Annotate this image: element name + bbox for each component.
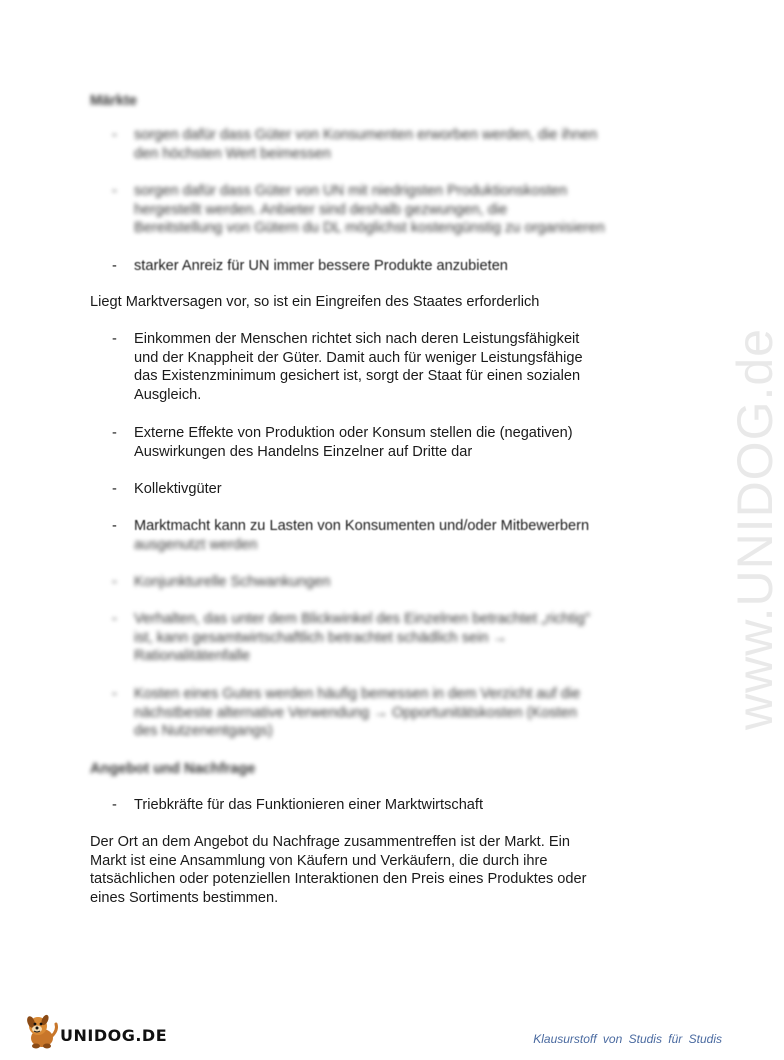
paragraph-markt: Der Ort an dem Angebot du Nachfrage zusammentreffen ist der Markt. Ein Markt ist eine Ansammlung von Käufern und Verkäufern, die durch ihre tatsächlichen oder potenziellen Interaktionen den Preis eines Produktes oder eines Sortiments bestimmen. [90, 834, 587, 906]
list-item: Triebkräfte für das Funktionieren einer Marktwirtschaft [134, 797, 484, 813]
bullet-dash: - [112, 481, 117, 497]
bullet-dash: - [112, 574, 117, 590]
logo-text: UNIDOG.DE [60, 1026, 168, 1045]
intro-sentence: Liegt Marktversagen vor, so ist ein Eingreifen des Staates erforderlich [90, 294, 540, 310]
list-item: Marktmacht kann zu Lasten von Konsumenten und/oder Mitbewerbern ausgenutzt werden [134, 518, 590, 553]
bullet-dash: - [112, 797, 117, 813]
section-heading-maerkte: Märkte [90, 93, 138, 109]
section-heading-angebot-nachfrage: Angebot und Nachfrage [90, 761, 256, 777]
list-item: Externe Effekte von Produktion oder Konsum stellen die (negativen) Auswirkungen des Handelns Einzelner auf Dritte dar [134, 425, 573, 460]
list-item: Konjunkturelle Schwankungen [134, 574, 331, 590]
bullet-dash: - [112, 127, 117, 143]
list-item: sorgen dafür dass Güter von Konsumenten erworben werden, die ihnen den höchsten Wert beimessen [134, 127, 598, 162]
bullet-dash: - [112, 611, 117, 627]
bullet-dash: - [112, 258, 117, 274]
list-item: Kollektivgüter [134, 481, 222, 497]
list-item: Kosten eines Gutes werden häufig bemessen in dem Verzicht auf die nächstbeste alternative Verwendung → Opportunitätskosten (Kosten des Nutzenentgangs) [134, 686, 581, 739]
dog-mascot-icon [24, 1012, 60, 1050]
bullet-dash: - [112, 331, 117, 347]
list-item: Verhalten, das unter dem Blickwinkel des Einzelnen betrachtet „richtig" ist, kann gesamtwirtschaftlich betrachtet schädlich sein → Rationalitätenfalle [134, 611, 591, 664]
bullet-dash: - [112, 518, 117, 534]
watermark [660, 260, 783, 760]
bullet-dash: - [112, 686, 117, 702]
list-item: starker Anreiz für UN immer bessere Produkte anzubieten [134, 258, 508, 274]
list-item: sorgen dafür dass Güter von UN mit niedrigsten Produktionskosten hergestellt werden. Anbieter sind deshalb gezwungen, die Bereitstellung von Gütern du DL möglichst kostengünstig zu organisieren [134, 183, 605, 236]
footer-tagline: Klausurstoff von Studis für Studis [533, 1032, 722, 1046]
list-item: Einkommen der Menschen richtet sich nach deren Leistungsfähigkeit und der Knappheit der Güter. Damit auch für weniger Leistungsfähige das Existenzminimum gesichert ist, sorgt der Staat für einen sozialen Ausgleich. [134, 331, 583, 403]
bullet-dash: - [112, 183, 117, 199]
unidog-logo [24, 1012, 184, 1052]
bullet-dash: - [112, 425, 117, 441]
watermark-text: www.UNIDOG.de [727, 328, 783, 730]
